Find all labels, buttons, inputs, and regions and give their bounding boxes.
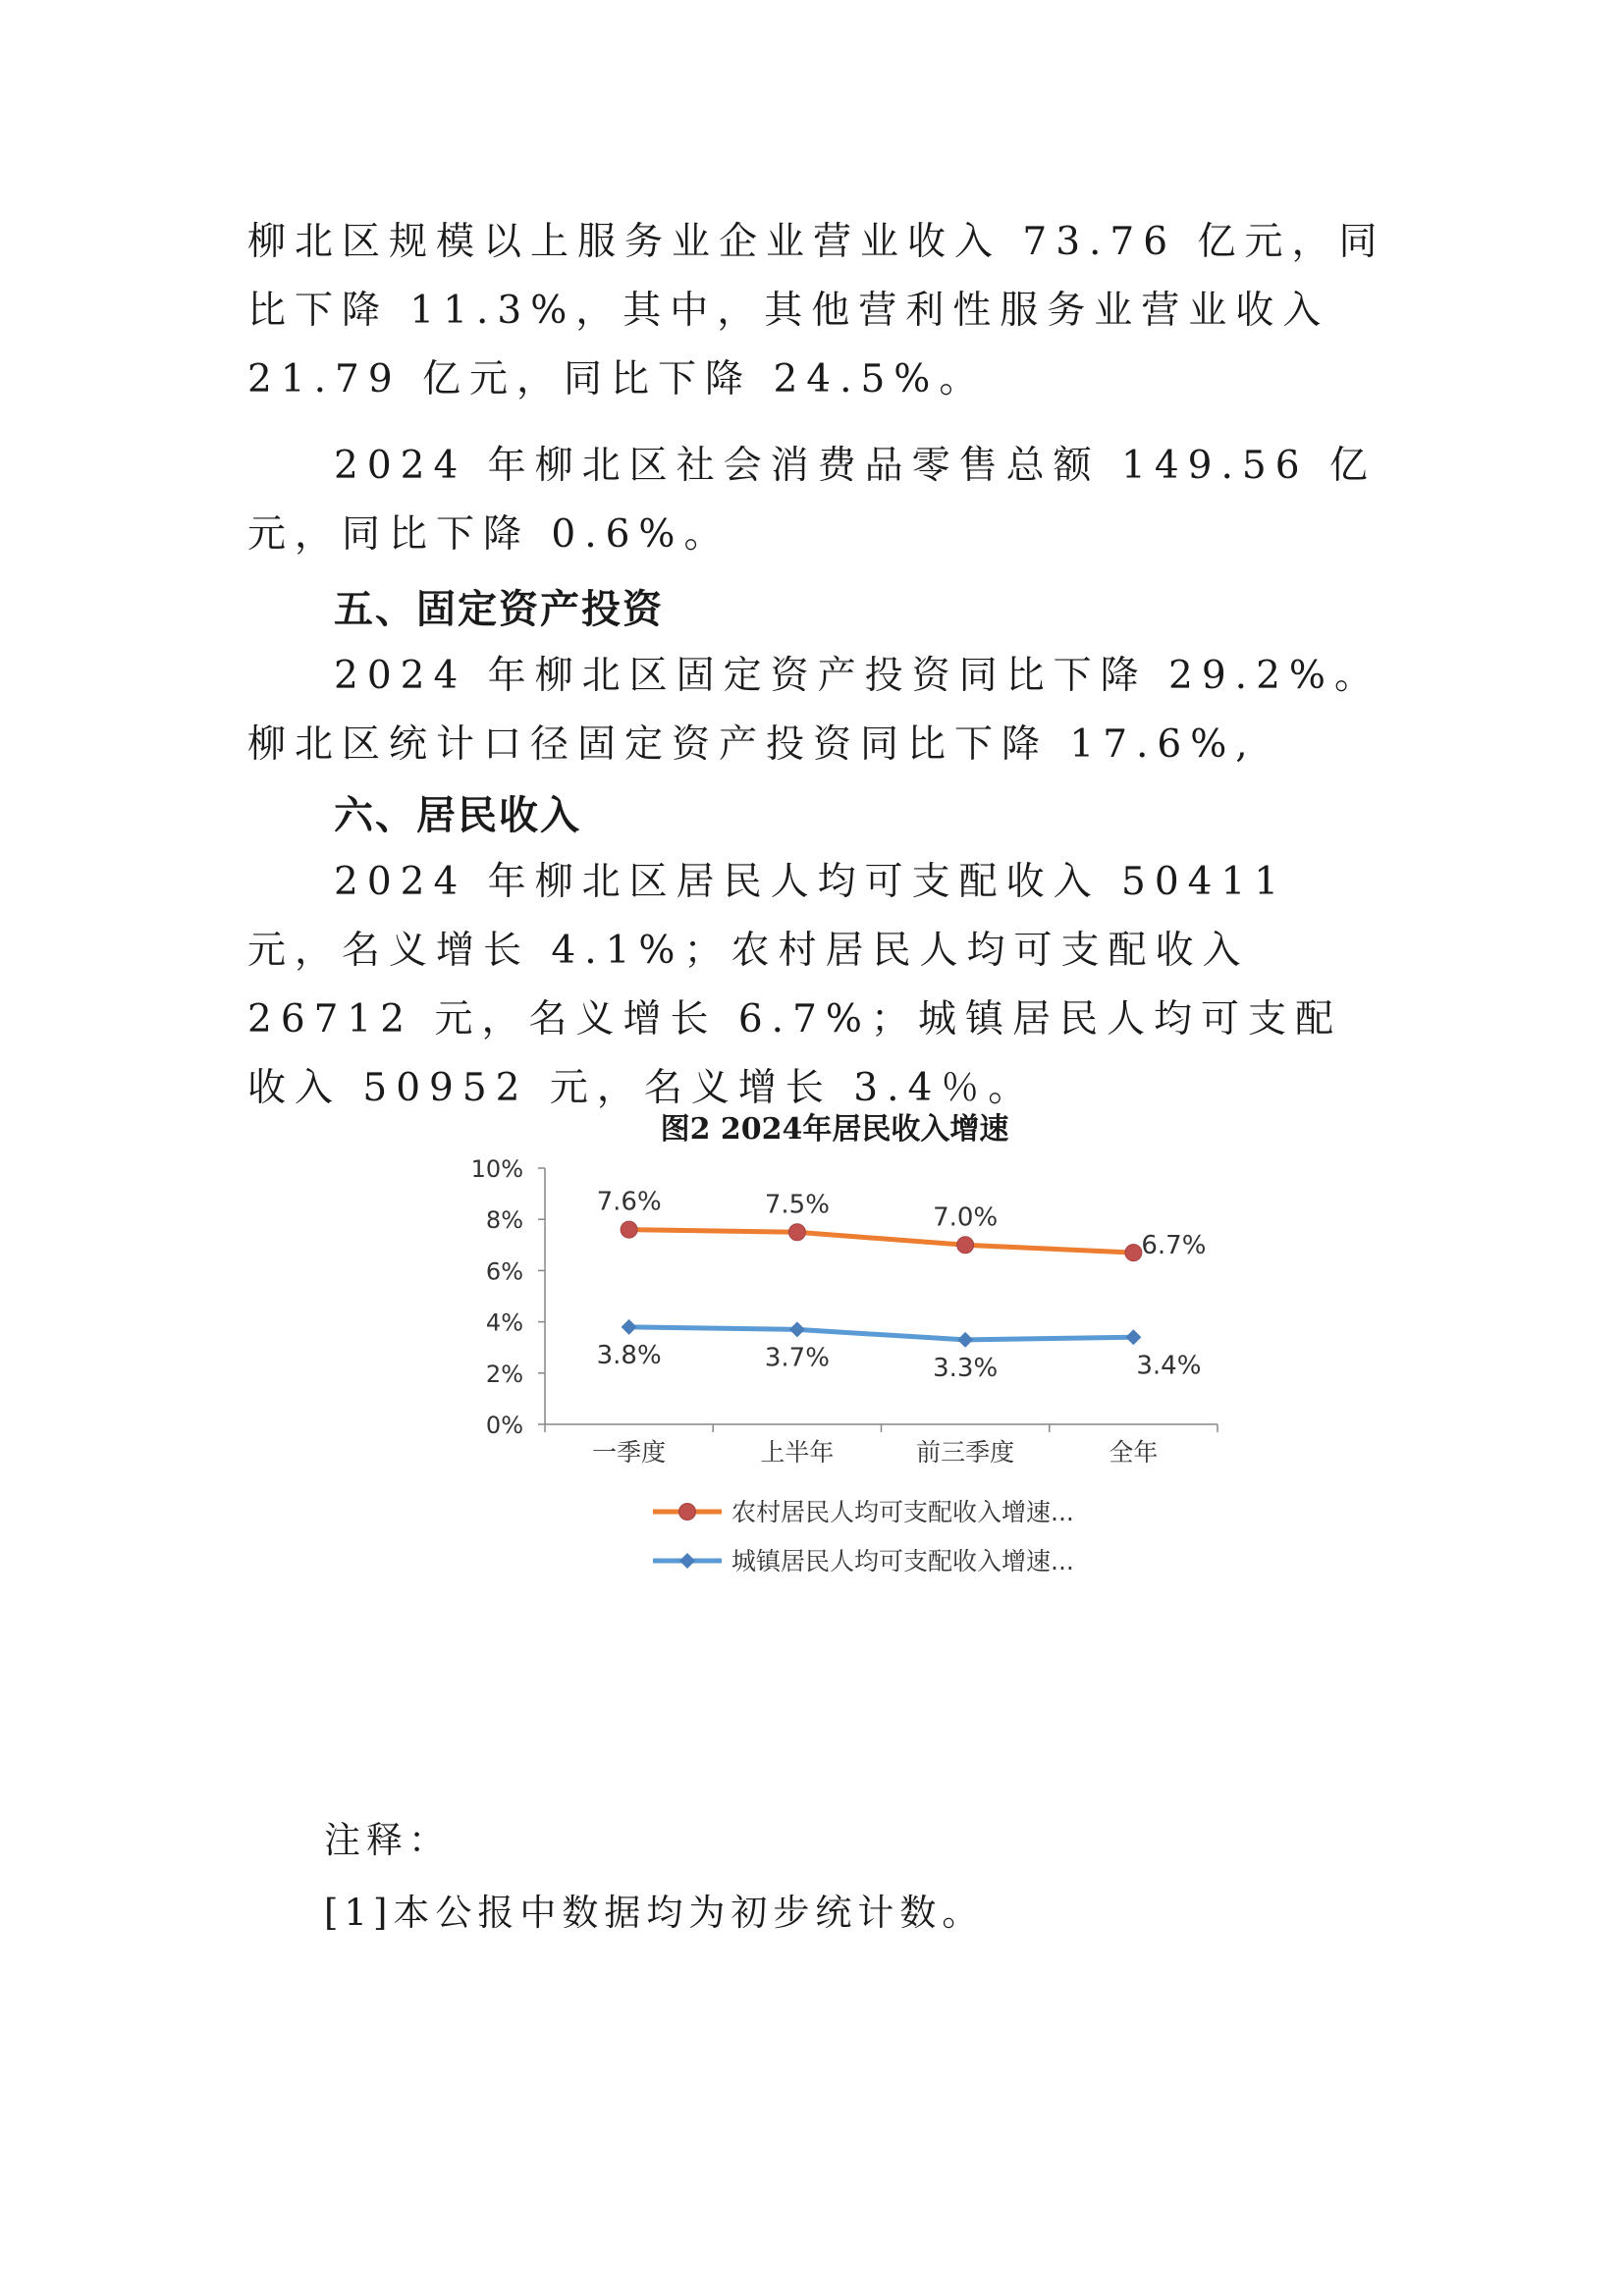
y-tick-label: 6% xyxy=(485,1257,523,1286)
notes-title: 注释： xyxy=(324,1819,451,1861)
paragraph-services-revenue: 柳北区规模以上服务业企业营业收入 73.76 亿元，同比下降 11.3%，其中，其他营利性服务业营业收入 21.79 亿元，同比下降 24.5%。 xyxy=(247,220,1386,401)
series-line-2 xyxy=(629,1327,1134,1340)
chart-title: 图2 2024年居民收入增速 xyxy=(660,1112,1009,1147)
series-1-point xyxy=(1125,1245,1142,1261)
series-1-point xyxy=(621,1221,637,1238)
y-tick-label: 10% xyxy=(470,1155,523,1183)
chart-axes xyxy=(471,1155,1218,1467)
data-label: 3.8% xyxy=(596,1340,662,1370)
series-1-point xyxy=(957,1237,974,1254)
data-label: 7.6% xyxy=(596,1187,662,1217)
series-2-point xyxy=(789,1321,805,1337)
paragraph-fixed-asset-investment: 2024 年柳北区固定资产投资同比下降 29.2%。柳北区统计口径固定资产投资同比下降 17.6%, xyxy=(247,654,1381,767)
paragraph-retail-sales: 2024 年柳北区社会消费品零售总额 149.56 亿元，同比下降 0.6%。 xyxy=(247,444,1377,557)
series-1-point xyxy=(788,1224,805,1241)
legend-marker xyxy=(679,1504,696,1521)
x-tick-label: 全年 xyxy=(1109,1438,1159,1467)
legend-label: 农村居民人均可支配收入增速... xyxy=(731,1498,1074,1526)
data-label: 7.0% xyxy=(933,1202,999,1233)
legend-label: 城镇居民人均可支配收入增速... xyxy=(731,1547,1074,1575)
chart-series xyxy=(597,1188,1207,1383)
notes-item-1: [1]本公报中数据均为初步统计数。 xyxy=(324,1892,985,1934)
y-tick-label: 8% xyxy=(485,1206,523,1235)
series-2-point xyxy=(1125,1329,1141,1345)
legend-marker xyxy=(679,1553,695,1569)
series-2-point xyxy=(957,1332,973,1348)
data-label: 7.5% xyxy=(764,1190,830,1220)
x-tick-label: 上半年 xyxy=(760,1438,835,1467)
x-tick-label: 一季度 xyxy=(592,1438,667,1467)
income-growth-chart xyxy=(432,1099,1237,1590)
data-label: 3.7% xyxy=(764,1343,830,1373)
heading-resident-income: 六、居民收入 xyxy=(334,793,581,838)
y-tick-label: 2% xyxy=(485,1360,523,1388)
chart-legend xyxy=(653,1498,1074,1575)
data-label: 6.7% xyxy=(1141,1231,1207,1261)
data-label: 3.3% xyxy=(933,1353,999,1383)
series-2-point xyxy=(622,1319,637,1335)
heading-fixed-asset-investment: 五、固定资产投资 xyxy=(334,587,664,632)
paragraph-resident-income: 2024 年柳北区居民人均可支配收入 50411 元，名义增长 4.1%；农村居民人均可支配收入 26712 元，名义增长 6.7%；城镇居民人均可支配收入 50952 元，名义增长 3.4％。 xyxy=(247,860,1342,1110)
chart-svg xyxy=(432,1099,1237,1590)
y-tick-label: 4% xyxy=(485,1308,523,1337)
x-tick-label: 前三季度 xyxy=(916,1438,1015,1467)
y-tick-label: 0% xyxy=(485,1412,523,1439)
data-label: 3.4% xyxy=(1136,1351,1202,1381)
series-line-1 xyxy=(629,1230,1134,1253)
